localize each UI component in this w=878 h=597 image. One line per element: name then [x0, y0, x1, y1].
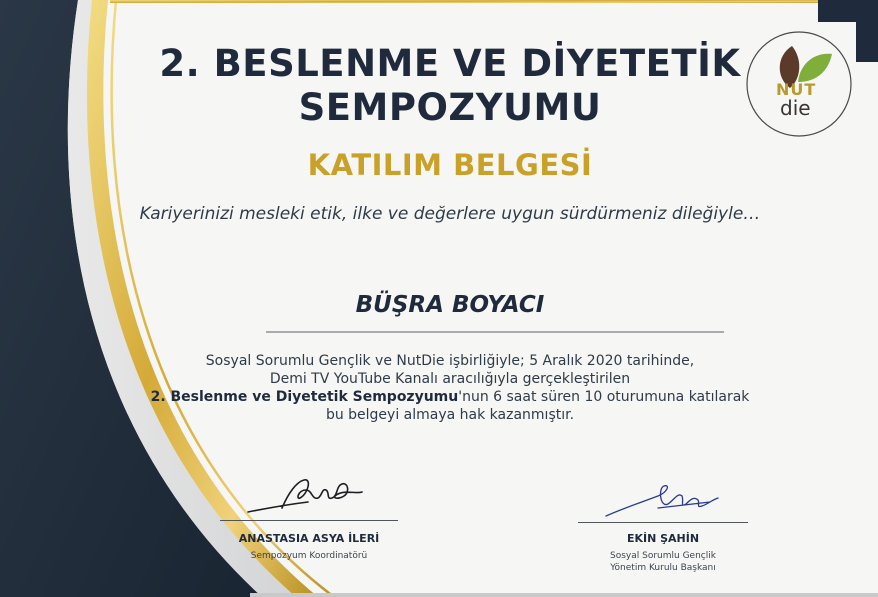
body-event-name: 2. Beslenme ve Diyetetik Sempozyumu	[150, 389, 459, 405]
body-line-2: Demi TV YouTube Kanalı aracılığıyla gerçekleştirilen	[269, 371, 631, 387]
certificate-subtitle: KATILIM BELGESİ	[307, 148, 593, 182]
signature-block-coordinator	[220, 468, 398, 568]
signatory-role-president-line-2: Yönetim Kurulu Başkanı	[610, 563, 716, 573]
handwritten-signature-president	[598, 478, 728, 524]
logo-text-die: die	[780, 96, 811, 120]
title-line-1: 2. BESLENME VE DİYETETİK	[159, 42, 741, 85]
signature-line-coordinator	[220, 520, 398, 521]
signatory-name-coordinator: ANASTASIA ASYA İLERİ	[238, 532, 380, 545]
signature-block-president	[578, 468, 748, 580]
body-line-3	[150, 388, 750, 406]
certificate-body-text	[150, 352, 750, 424]
signatory-role-coordinator: Sempozyum Koordinatörü	[250, 551, 368, 561]
body-line-1: Sosyal Sorumlu Gençlik ve NutDie işbirliğiyle; 5 Aralık 2020 tarihinde,	[205, 353, 695, 369]
body-line-4: bu belgeyi almaya hak kazanmıştır.	[325, 407, 575, 423]
signature-line-president	[578, 522, 748, 523]
recipient-name-underline	[266, 331, 724, 333]
signatory-name-president: EKİN ŞAHİN	[626, 532, 700, 545]
certificate-motto: Kariyerinizi mesleki etik, ilke ve değerlere uygun sürdürmeniz dileğiyle…	[139, 204, 761, 224]
recipient-name: BÜŞRA BOYACI	[355, 292, 545, 318]
body-line-3-rest: 'nun 6 saat süren 10 oturumuna katılarak	[458, 389, 750, 405]
certificate-title	[150, 42, 750, 130]
signatory-role-president-line-1: Sosyal Sorumlu Gençlik	[610, 551, 716, 561]
logo-text-nut: NUT	[776, 80, 817, 99]
handwritten-signature-coordinator	[238, 468, 378, 524]
nutdie-logo	[740, 30, 858, 138]
title-line-2: SEMPOZYUMU	[298, 86, 602, 129]
